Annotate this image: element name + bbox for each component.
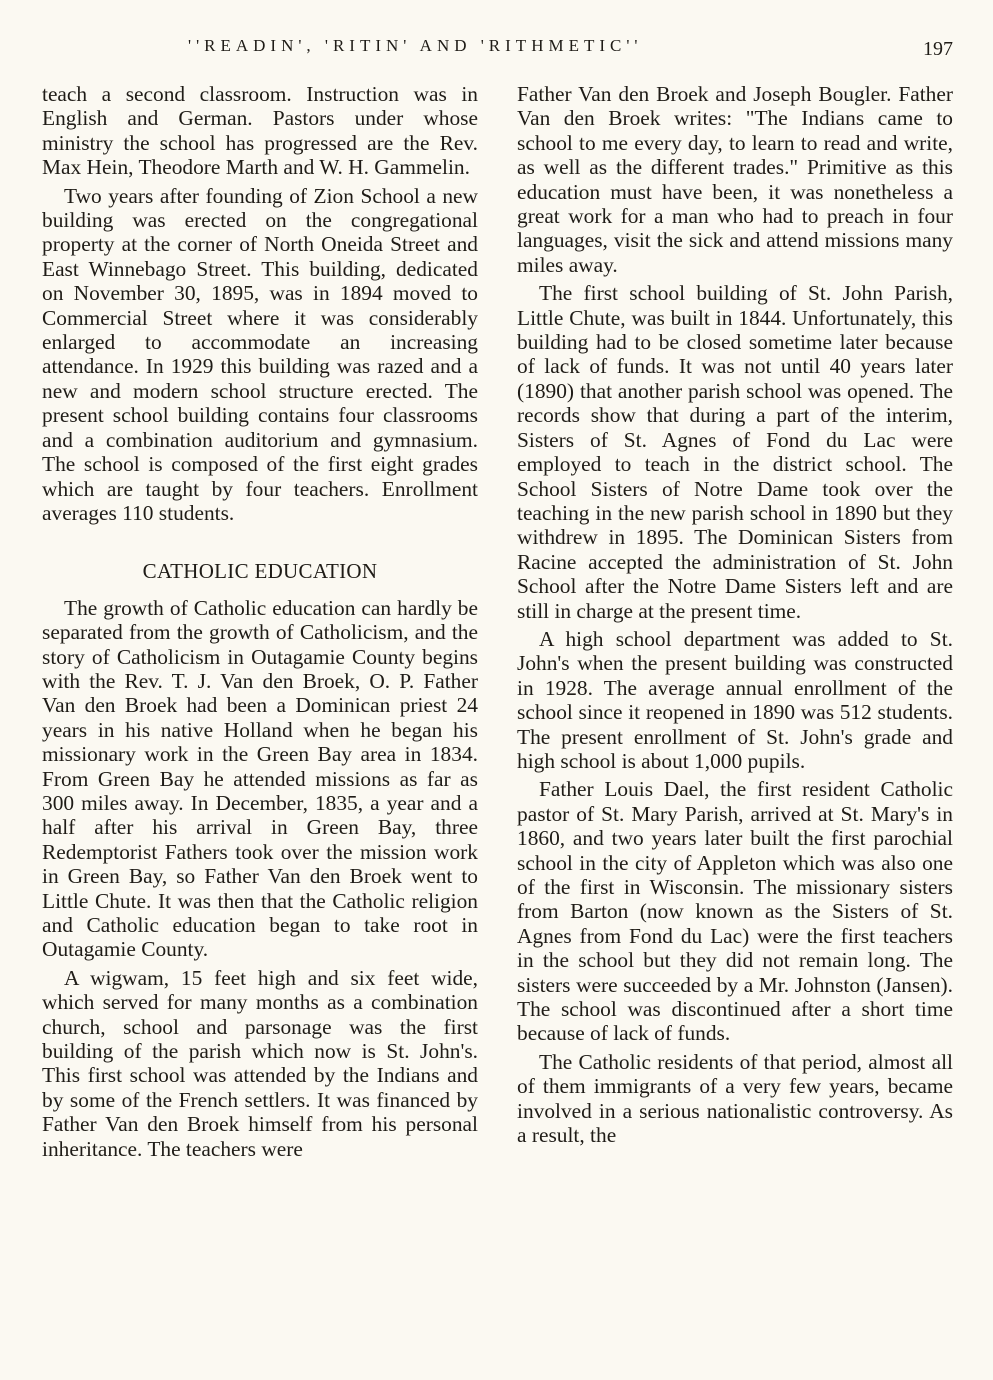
paragraph-van-den-broek-teachers: Father Van den Broek and Joseph Bougler. Father Van den Broek writes: "The Indians came to school to me every day, to learn to read and write, as well as the different trades." Primitive as this education must have been, it was nonetheless a great work for a man who had to preach in four languages, visit the sick and attend missions many miles away. xyxy=(517,82,953,277)
paragraph-high-school-department: A high school department was added to St. John's when the present building was constructed in 1928. The average annual enrollment of the school since it reopened in 1890 was 512 students. The present enrollment of St. John's grade and high school is about 1,000 pupils. xyxy=(517,626,953,773)
page-number: 197 xyxy=(923,38,953,60)
section-heading-catholic-education: CATHOLIC EDUCATION xyxy=(142,559,378,584)
paragraph-zion-school-building: Two years after founding of Zion School a new building was erected on the congregational property at the corner of North Oneida Street and East Winnebago Street. This building, dedicated on November 30, 1895, was in 1894 moved to Commercial Street where it was considerably enlarged to accommodate an increasing attendance. In 1929 this building was razed and a new and modern school structure erected. The present school building contains four classrooms and a combination auditorium and gymnasium. The school is composed of the first eight grades which are taught by four teachers. Enrollment averages 110 students. xyxy=(42,183,478,525)
paragraph-wigwam-school: A wigwam, 15 feet high and six feet wide, which served for many months as a combination church, school and parsonage was the first building of the parish which now is St. John's. This first school was attended by the Indians and by some of the French settlers. It was financed by Father Van den Broek himself from his personal inheritance. The teachers were xyxy=(42,965,478,1161)
paragraph-st-john-school: The first school building of St. John Parish, Little Chute, was built in 1844. Unfortunately, this building had to be closed sometime later because of lack of funds. It was not until 40 years later (1890) that another parish school was opened. The records show that during a part of the interim, Sisters of St. Agnes of Fond du Lac were employed to teach in the district school. The School Sisters of Notre Dame took over the teaching in the new parish school in 1890 but they withdrew in 1895. The Dominican Sisters from Racine accepted the administration of St. John School after the Notre Dame Sisters left and are still in charge at the present time. xyxy=(517,281,953,623)
paragraph-catholic-growth: The growth of Catholic education can hardly be separated from the growth of Catholicism, and the story of Catholicism in Outagamie County begins with the Rev. T. J. Van den Broek, O. P. Father Van den Broek had been a Dominican priest 24 years in his native Holland when he began his missionary work in the Green Bay area in 1834. From Green Bay he attended missions as far as 300 miles away. In December, 1835, a year and a half after his arrival in Green Bay, three Redemptorist Fathers took over the mission work in Green Bay, so Father Van den Broek went to Little Chute. It was then that the Catholic religion and Catholic education began to take root in Outagamie County. xyxy=(42,595,478,962)
paragraph-st-mary-parish: Father Louis Dael, the first resident Catholic pastor of St. Mary Parish, arrived at St. Mary's in 1860, and two years later built the first parochial school in the city of Appleton which was also one of the first in Wisconsin. The missionary sisters from Barton (now known as the Sisters of St. Agnes from Fond du Lac) were the first teachers in the school but they did not remain long. The sisters were succeeded by a Mr. Johnston (Jansen). The school was discontinued after a short time because of lack of funds. xyxy=(517,777,953,1046)
paragraph-nationalistic-controversy: The Catholic residents of that period, almost all of them immigrants of a very few years, became involved in a serious nationalistic controversy. As a result, the xyxy=(517,1049,953,1148)
left-column xyxy=(42,82,478,1161)
running-head: ''READIN', 'RITIN' AND 'RITHMETIC'' xyxy=(188,36,643,55)
paragraph-zion-school-instruction: teach a second classroom. Instruction was in English and German. Pastors under whose ministry the school has progressed are the Rev. Max Hein, Theodore Marth and W. H. Gammelin. xyxy=(42,82,478,180)
right-column xyxy=(517,82,953,1147)
